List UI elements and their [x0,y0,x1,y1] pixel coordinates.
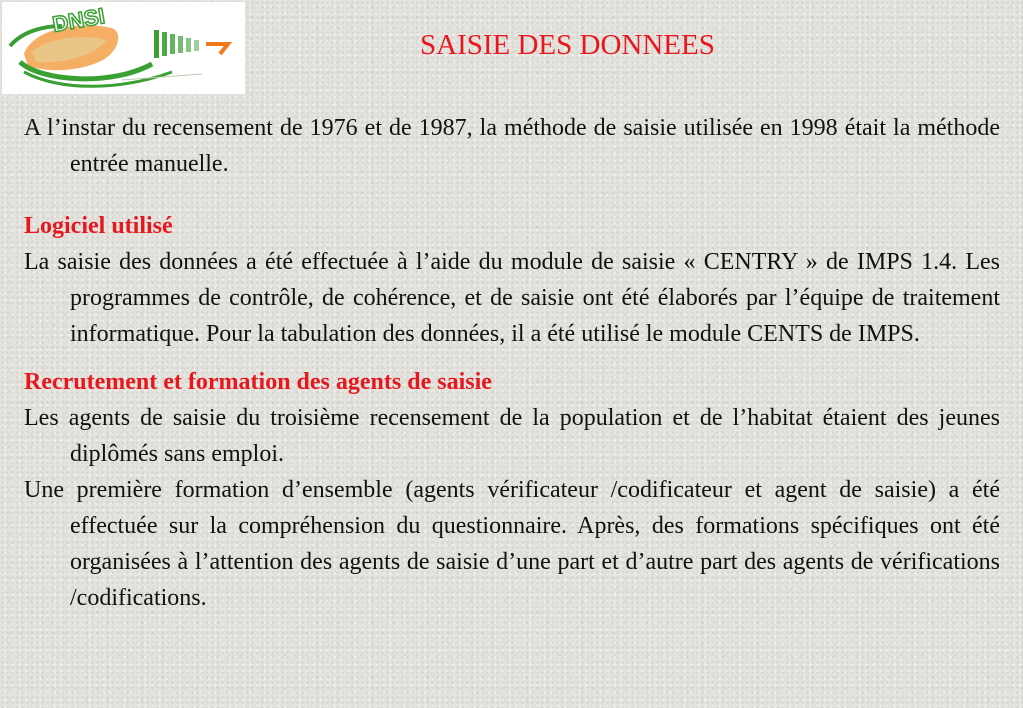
dnsi-logo [2,2,245,94]
software-paragraph: La saisie des données a été effectuée à l’aide du module de saisie « CENTRY » de IMPS 1.4. Les programmes de contrôle, de cohérence, et de saisie ont été élaborés par l’équipe de traitement informatique. Pour la tabulation des données, il a été utilisé le module CENTS de IMPS. [24,249,1000,347]
spacer [24,182,1000,208]
page-title: SAISIE DES DONNEES [420,29,715,61]
section-heading-recruitment: Recrutement et formation des agents de saisie [24,369,492,395]
intro-paragraph: A l’instar du recensement de 1976 et de 1987, la méthode de saisie utilisée en 1998 était la méthode entrée manuelle. [24,115,1000,177]
main-content [24,110,1000,616]
dnsi-logo-icon [2,2,245,94]
logo-text: DNSI [50,3,107,37]
section-heading-software: Logiciel utilisé [24,213,173,239]
recruitment-paragraph-1: Les agents de saisie du troisième recensement de la population et de l’habitat étaient des jeunes diplômés sans emploi. [24,405,1000,467]
recruitment-paragraph-2: Une première formation d’ensemble (agents vérificateur /codificateur et agent de saisie) a été effectuée sur la compréhension du questionnaire. Après, des formations spécifiques ont été organisées à l’attention des agents de saisie d’une part et d’autre part des agents de vérifications /codifications. [24,477,1000,611]
spacer [24,352,1000,364]
